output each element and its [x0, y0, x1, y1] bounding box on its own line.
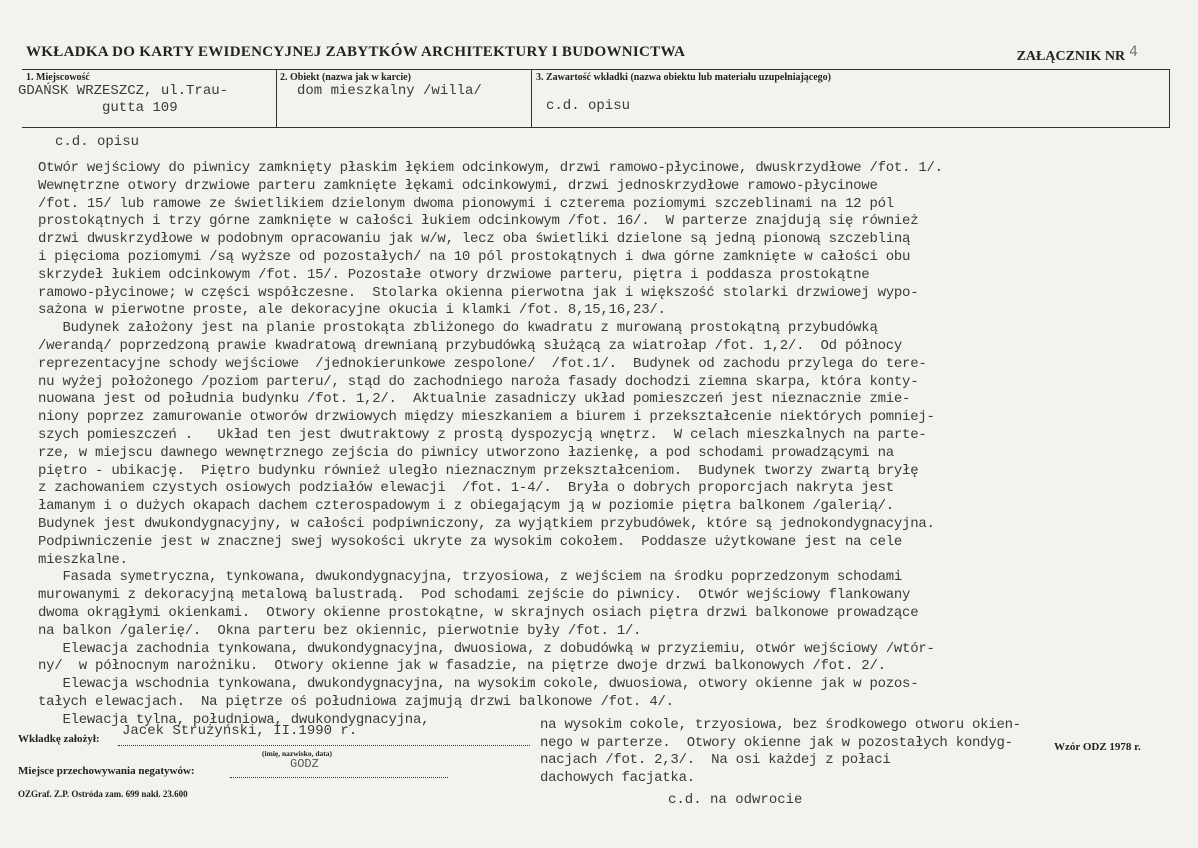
- text-line: mieszkalne.: [38, 551, 128, 568]
- header-divider-right: [1169, 69, 1170, 127]
- text-line: murowanymi z dekoracyjną metalową balustradą. Pod schodami zejście do piwnicy. Otwór wejściowy flankowany: [38, 587, 911, 604]
- content-label: 3. Zawartość wkładki (nazwa obiektu lub materiału uzupełniającego): [536, 72, 832, 83]
- text-line: z zachowaniem czystych osiowych podziałów elewacji /fot. 1-4/. Bryła o dobrych proporcjach nakryta jest: [38, 480, 894, 497]
- object-value: dom mieszkalny /willa/: [297, 83, 482, 99]
- text-line: prostokątnych i trzy górne zamknięte w całości łukiem odcinkowym /fot. 16/. W parterze znajdują się również: [38, 213, 919, 230]
- annex-label-text: ZAŁĄCZNIK NR: [1016, 49, 1126, 64]
- annex-label: [1016, 44, 1138, 65]
- text-line: Otwór wejściowy do piwnicy zamknięty płaskim łękiem odcinkowym, drzwi ramowo-płycinowe, dwuskrzydłowe /fot. 1/.: [38, 160, 943, 176]
- body-heading: c.d. opisu: [55, 134, 140, 150]
- print-info: OZGraf. Z.P. Ostróda zam. 699 nakł. 23.600: [18, 789, 188, 799]
- header-divider-2: [531, 69, 532, 127]
- form-template: Wzór ODZ 1978 r.: [1054, 741, 1141, 753]
- text-line: Podpiwniczenie jest w znacznej swej wysokości ukryte za wysokim cokołem. Poddasze użytkowane jest na cele: [38, 533, 903, 550]
- text-line: nu wyżej położonego /poziom parteru/, stąd do zachodniego naroża fasady dochodzi ziemna skarpa, która konty-: [38, 373, 919, 390]
- text-line: niony poprzez zamurowanie otworów drzwiowych między mieszkaniem a biurem i przekształcenie niektórych pomniej-: [38, 409, 935, 426]
- text-line: na wysokim cokole, trzyosiowa, bez środkowego otworu okien-: [540, 717, 1021, 733]
- text-line: drzwi dwuskrzydłowe w podobnym opracowaniu jak w/w, lecz oba świetliki dzielone są jedną pionową szczebliną: [38, 231, 911, 248]
- founded-hint: (imię, nazwisko, data): [262, 749, 332, 758]
- description-text: [38, 160, 1178, 730]
- text-line: Wewnętrzne otwory drzwiowe parteru zamknięte łękami odcinkowymi, drzwi jednoskrzydłowe ramowo-płycinowe: [38, 177, 878, 194]
- text-line: nego w parterze. Otwory okienne jak w pozostałych kondyg-: [540, 734, 1013, 751]
- founded-value: Jacek Strużyński, II.1990 r.: [122, 723, 358, 739]
- negatives-label: Miejsce przechowywania negatywów:: [18, 765, 195, 777]
- text-line: na balkon /galerię/. Okna parteru bez okiennic, pierwotnie były /fot. 1/.: [38, 622, 642, 639]
- text-line: skrzydeł łukiem odcinkowym /fot. 15/. Pozostałe otwory drzwiowe parteru, piętra i poddasza prostokątne: [38, 266, 870, 283]
- object-label: 2. Obiekt (nazwa jak w karcie): [280, 72, 411, 83]
- text-line: sażona w pierwotne proste, ale dekoracyjne okucia i klamki /fot. 8,15,16,23/.: [38, 302, 666, 319]
- text-line: dachowych facjatka.: [540, 769, 695, 786]
- header-rule-top: [22, 69, 1170, 70]
- location-label: 1. Miejscowość: [26, 72, 90, 83]
- text-line: nacjach /fot. 2,3/. Na osi każdej z połaci: [540, 752, 891, 768]
- text-line: ny/ w północnym narożniku. Otwory okienne jak w fasadzie, na piętrze dwoje drzwi balkonowych /fot. 2/.: [38, 658, 886, 675]
- location-value-line-2: gutta 109: [102, 100, 178, 116]
- text-line: łamanym i o dużych okapach dachem czterospadowym i z obiegającym ją w poziomie piętra balkonem /galerią/.: [38, 498, 894, 515]
- text-line: dwoma okrągłymi okienkami. Otwory okienne prostokątne, w skrajnych osiach piętra drzwi balkonowe prowadzące: [38, 604, 919, 621]
- header-divider-1: [276, 69, 277, 127]
- description-tail: [540, 717, 1021, 787]
- founded-line: [118, 745, 530, 746]
- text-line: Budynek jest dwukondygnacyjny, w całości podpiwniczony, za wyjątkiem przybudówek, które są jednokondygnacyjna.: [38, 515, 935, 532]
- text-line: Budynek założony jest na planie prostokąta zbliżonego do kwadratu z murowaną prostokątną przybudówką: [38, 320, 878, 337]
- text-line: i pięcioma poziomymi /są wyższe od pozostałych/ na 10 pól prostokątnych i dwa górne zamknięte w całości obu: [38, 248, 911, 265]
- continued-note: c.d. na odwrocie: [668, 792, 803, 808]
- text-line: szych pomieszczeń . Układ ten jest dwutraktowy z prostą dyspozycją wnętrz. W celach mieszkalnych na parte-: [38, 426, 927, 443]
- text-line: Elewacja zachodnia tynkowana, dwukondygnacyjna, dwuosiowa, z dobudówką w przyziemiu, otwór wejściowy /wtór-: [38, 640, 935, 657]
- founded-label: Wkładkę założył:: [18, 733, 100, 745]
- text-line: ramowo-płycinowe; w części współczesne. Stolarka okienna pierwotna jak i większość stolarki drzwiowej wypo-: [38, 284, 919, 301]
- text-line: Fasada symetryczna, tynkowana, dwukondygnacyjna, trzyosiowa, z wejściem na środku poprzedzonym schodami: [38, 569, 903, 586]
- text-line: tałych elewacjach. Na piętrze oś południowa zajmują drzwi balkonowe /fot. 4/.: [38, 693, 674, 710]
- form-title: WKŁADKA DO KARTY EWIDENCYJNEJ ZABYTKÓW ARCHITEKTURY I BUDOWNICTWA: [26, 44, 686, 60]
- header-rule-bottom: [22, 127, 1170, 128]
- text-line: Elewacja wschodnia tynkowana, dwukondygnacyjna, na wysokim cokole, dwuosiowa, otwory okienne jak w pozos-: [38, 676, 919, 693]
- text-line: nuowana jest od południa budynku /fot. 1,2/. Aktualnie zasadniczy układ pomieszczeń jest nieznacznie zmie-: [38, 391, 911, 408]
- location-value-line-1: GDAŃSK WRZESZCZ, ul.Trau-: [18, 83, 229, 99]
- text-line: Elewacja tylna, południowa, dwukondygnacyjna,: [38, 711, 430, 728]
- negatives-line: [230, 777, 448, 778]
- annex-number: 4: [1129, 44, 1138, 60]
- text-line: /fot. 15/ lub ramowe ze świetlikiem dzielonym dwoma pionowymi i czterema poziomymi szczeblinami na 12 pól: [38, 195, 894, 212]
- content-value: c.d. opisu: [546, 98, 631, 114]
- negatives-value: GODZ: [290, 757, 319, 771]
- text-line: piętro - ubikację. Piętro budynku również uległo nieznacznym przekształceniom. Budynek tworzy zwartą bryłę: [38, 462, 919, 479]
- text-line: /werandą/ poprzedzoną prawie kwadratową drewnianą przybudówką służącą za wiatrołap /fot. 1,2/. Od północy: [38, 337, 903, 354]
- text-line: rze, w miejscu dawnego wewnętrznego zejścia do piwnicy utworzono łazienkę, a pod schodami prowadzącymi na: [38, 444, 894, 461]
- text-line: reprezentacyjne schody wejściowe /jednokierunkowe zespolone/ /fot.1/. Budynek od zachodu przylega do tere-: [38, 355, 927, 372]
